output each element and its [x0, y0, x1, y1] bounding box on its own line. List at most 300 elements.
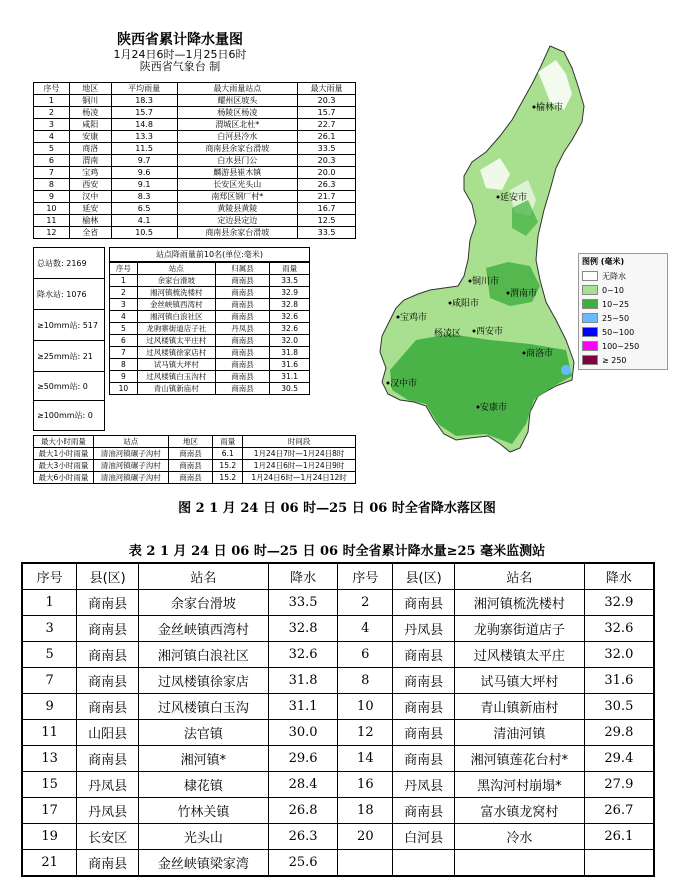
table-cell: 竹林关镇 [139, 798, 269, 824]
table-cell: 光头山 [139, 824, 269, 850]
max-hourly-table [33, 435, 356, 484]
stations-ge25-table [21, 562, 655, 877]
table-cell: 商南县 [168, 472, 213, 484]
table-cell: 县(区) [393, 563, 455, 590]
table-cell: 商南县 [393, 746, 455, 772]
legend-swatch [582, 327, 598, 337]
table-cell: 商南县余家台滑坡 [177, 227, 298, 239]
table-cell: 金丝峡镇梁家湾 [139, 850, 269, 877]
table-cell: 龙驹寨街道店子 [455, 616, 585, 642]
legend-swatch [582, 313, 598, 323]
table-cell: 2 [34, 107, 70, 119]
table-cell: 耀州区坡头 [177, 95, 298, 107]
table-row [22, 772, 654, 798]
table-cell: 冷水 [455, 824, 585, 850]
table-cell: 17 [22, 798, 77, 824]
table-cell: 白水县门公 [177, 155, 298, 167]
table-cell: 商南县 [77, 590, 139, 616]
table-cell: 商南县 [77, 746, 139, 772]
legend-label: 10~25 [602, 299, 630, 309]
table-cell: 3 [34, 119, 70, 131]
legend-item [582, 283, 664, 297]
table-cell: 6 [110, 335, 138, 347]
legend-item [582, 269, 664, 283]
legend-title: 图例 (毫米) [582, 257, 625, 266]
table-cell: 商南县 [215, 347, 270, 359]
table-row [110, 299, 310, 311]
table-cell: 7 [34, 167, 70, 179]
legend-label: 25~50 [602, 313, 630, 323]
table-cell: 湘河镇莲花台村* [455, 746, 585, 772]
table-cell: 33.5 [298, 143, 356, 155]
table-row [34, 155, 356, 167]
table-cell: 9.1 [111, 179, 177, 191]
ge10-stations: ≥10mm站: 517 [34, 310, 104, 341]
table-cell: 商南县 [77, 668, 139, 694]
table-cell: 商南县 [393, 590, 455, 616]
table-cell: 9 [22, 694, 77, 720]
table-cell: 30.0 [268, 720, 338, 746]
table-row [110, 371, 310, 383]
table-cell: 27.9 [584, 772, 654, 798]
label-yangling: 杨凌区 [434, 329, 462, 339]
table-cell: 32.0 [584, 642, 654, 668]
table-cell: 32.6 [584, 616, 654, 642]
table-cell: 青山镇新庙村 [137, 383, 215, 395]
table-cell: 9.6 [111, 167, 177, 179]
table-cell: 过风楼镇白玉沟 [139, 694, 269, 720]
legend-label: 0~10 [602, 285, 624, 295]
table-cell [584, 850, 654, 877]
table-row [22, 720, 654, 746]
table-cell: 商南县 [393, 798, 455, 824]
table-cell: 20.0 [298, 167, 356, 179]
table-cell: 余家台滑坡 [139, 590, 269, 616]
table-row [34, 191, 356, 203]
map-title: 陕西省累计降水量图 [117, 32, 243, 48]
table-cell: 32.6 [268, 642, 338, 668]
table-cell: 1 [22, 590, 77, 616]
table-cell: 咸阳 [69, 119, 111, 131]
table-cell: 降水 [268, 563, 338, 590]
table-cell: 试马镇大坪村 [455, 668, 585, 694]
table-cell: 3 [22, 616, 77, 642]
table-cell: 序号 [338, 563, 393, 590]
table-cell: 地区 [69, 83, 111, 95]
table-cell: 铜川 [69, 95, 111, 107]
label-ankang: 安康市 [480, 403, 508, 413]
table-cell: 杨陵区杨凌 [177, 107, 298, 119]
table-cell: 18 [338, 798, 393, 824]
table-cell: 长安区光头山 [177, 179, 298, 191]
table-row [34, 448, 356, 460]
legend-item [582, 311, 664, 325]
table-row [110, 275, 310, 287]
table-cell: 26.3 [298, 179, 356, 191]
table-cell: 21 [22, 850, 77, 877]
table-cell: 商南县 [215, 371, 270, 383]
table-cell: 汉中 [69, 191, 111, 203]
table-cell: 最大雨量站点 [177, 83, 298, 95]
table-cell: 县(区) [77, 563, 139, 590]
table-cell: 15.2 [213, 460, 243, 472]
table-cell [455, 850, 585, 877]
table-cell: 长安区 [77, 824, 139, 850]
table-cell: 试马镇大坪村 [137, 359, 215, 371]
legend-label: 无降水 [602, 271, 626, 281]
table-cell: 5 [110, 323, 138, 335]
table-cell: 20 [338, 824, 393, 850]
table-cell: 商南县 [77, 616, 139, 642]
station-stats [33, 247, 105, 431]
table-cell: 8 [110, 359, 138, 371]
table-row [34, 215, 356, 227]
table-cell: 26.1 [298, 131, 356, 143]
table-cell: 33.5 [298, 227, 356, 239]
table-cell: 湘河镇梳洗楼村 [455, 590, 585, 616]
table-row [34, 472, 356, 484]
table-cell: 富水镇龙窝村 [455, 798, 585, 824]
table-cell: 地区 [168, 436, 213, 448]
table-header-row [34, 436, 356, 448]
table-cell: 1 [34, 95, 70, 107]
table-row [34, 203, 356, 215]
legend-swatch [582, 299, 598, 309]
label-xianyang: 咸阳市 [452, 299, 480, 309]
total-stations: 总站数: 2169 [34, 248, 104, 279]
table-cell: 商南县 [393, 642, 455, 668]
table-row [34, 179, 356, 191]
table-cell: 白河县 [393, 824, 455, 850]
table-cell: 最大3小时雨量 [34, 460, 94, 472]
table-cell: 20.3 [298, 155, 356, 167]
table-cell: 过风楼镇太平庄村 [137, 335, 215, 347]
table-cell: 15 [22, 772, 77, 798]
table-cell: 过凤楼镇徐家店 [139, 668, 269, 694]
table-cell: 序号 [110, 263, 138, 275]
legend-item [582, 339, 664, 353]
table-row [22, 746, 654, 772]
table-cell: 丹凤县 [393, 616, 455, 642]
table-cell: 渭城区北杜* [177, 119, 298, 131]
table-cell: 6.1 [213, 448, 243, 460]
map-legend [578, 253, 668, 370]
table-cell: 20.3 [298, 95, 356, 107]
table-row [34, 143, 356, 155]
table-caption: 表 2 1 月 24 日 06 时—25 日 06 时全省累计降水量≥25 毫米监测站 [128, 544, 546, 559]
table-cell: 归属县 [215, 263, 270, 275]
table-cell: 丹凤县 [77, 772, 139, 798]
table-row [22, 642, 654, 668]
legend-item [582, 325, 664, 339]
label-yanan: 延安市 [500, 193, 528, 203]
table-row [34, 167, 356, 179]
table-cell: 商南县 [77, 694, 139, 720]
figure-caption: 图 2 1 月 24 日 06 时—25 日 06 时全省降水落区图 [178, 501, 496, 516]
table-cell: 商南县 [215, 359, 270, 371]
table-cell: 22.7 [298, 119, 356, 131]
table-cell: 站点 [93, 436, 168, 448]
legend-swatch [582, 285, 598, 295]
table-cell: 6.5 [111, 203, 177, 215]
table-cell: 11 [22, 720, 77, 746]
table-cell: 8 [338, 668, 393, 694]
table-cell: 商南县 [215, 287, 270, 299]
label-xian: 西安市 [476, 327, 504, 337]
legend-swatch [582, 341, 598, 351]
table-cell: 15.7 [298, 107, 356, 119]
table-header-row [110, 263, 310, 275]
table-cell: 过风楼镇白玉沟村 [137, 371, 215, 383]
table-cell: 9 [110, 371, 138, 383]
table-cell: 1月24日6时—1月24日12时 [243, 472, 356, 484]
table-cell: 法官镇 [139, 720, 269, 746]
table-cell: 丹凤县 [393, 772, 455, 798]
table-cell: 过风楼镇徐家店村 [137, 347, 215, 359]
table-cell: 商南县 [393, 720, 455, 746]
top10-table-wrap [109, 247, 310, 395]
table-cell: 站名 [139, 563, 269, 590]
25-50-spot [561, 365, 571, 375]
table-cell: 1 [110, 275, 138, 287]
table-cell: 30.5 [584, 694, 654, 720]
table-cell: 安康 [69, 131, 111, 143]
table-cell: 2 [338, 590, 393, 616]
table-cell: 站点 [137, 263, 215, 275]
table-cell: 11 [34, 215, 70, 227]
table-cell: 南郑区钢厂村* [177, 191, 298, 203]
table-cell: 4.1 [111, 215, 177, 227]
table-cell: 32.6 [270, 311, 310, 323]
table-cell: 31.1 [268, 694, 338, 720]
table-cell: 余家台滑坡 [137, 275, 215, 287]
table-cell: 金丝峡镇西湾村 [137, 299, 215, 311]
table-cell: 29.4 [584, 746, 654, 772]
table-cell: 4 [110, 311, 138, 323]
table-cell: 6 [34, 155, 70, 167]
table-cell: 32.0 [270, 335, 310, 347]
table-cell: 降水 [584, 563, 654, 590]
table-cell: 湘河镇白浪社区 [137, 311, 215, 323]
table-cell: 商南县 [215, 335, 270, 347]
table-cell [338, 850, 393, 877]
table-cell: 12 [338, 720, 393, 746]
table-cell: 最大小时雨量 [34, 436, 94, 448]
table-cell: 2 [110, 287, 138, 299]
table-cell: 18.3 [111, 95, 177, 107]
table-cell: 8.3 [111, 191, 177, 203]
table-cell: 26.3 [268, 824, 338, 850]
table-row [110, 359, 310, 371]
table-cell: 28.4 [268, 772, 338, 798]
map-period: 1月24日6时—1月25日6时 [113, 48, 247, 61]
table-row [22, 590, 654, 616]
table-cell: 麟游县崔木镇 [177, 167, 298, 179]
table-cell: 最大1小时雨量 [34, 448, 94, 460]
label-yulin: 榆林市 [536, 103, 564, 113]
table-cell: 时间段 [243, 436, 356, 448]
table-row [110, 347, 310, 359]
table-row [34, 119, 356, 131]
table-cell: 商洛 [69, 143, 111, 155]
table-cell: 6 [338, 642, 393, 668]
table-cell: 清油河镇 [455, 720, 585, 746]
table-cell: 宝鸡 [69, 167, 111, 179]
table-cell: 31.6 [270, 359, 310, 371]
regional-average-table [33, 82, 356, 239]
table-cell: 商南县 [215, 275, 270, 287]
legend-swatch [582, 355, 598, 365]
table-cell: 9.7 [111, 155, 177, 167]
table-cell: 33.5 [270, 275, 310, 287]
table-cell: 4 [34, 131, 70, 143]
table-cell: 商南县 [215, 299, 270, 311]
table-cell: 全省 [69, 227, 111, 239]
table-cell: 定边县定边 [177, 215, 298, 227]
table-cell: 湘河镇* [139, 746, 269, 772]
table-header-row [34, 83, 356, 95]
table-cell: 31.8 [268, 668, 338, 694]
table-cell: 清油河镇碾子沟村 [93, 460, 168, 472]
table-cell: 商南县 [77, 850, 139, 877]
legend-item [582, 297, 664, 311]
table-cell: 金丝峡镇西湾村 [139, 616, 269, 642]
table-cell: 湘河镇白浪社区 [139, 642, 269, 668]
table-cell: 31.6 [584, 668, 654, 694]
table-cell: 16 [338, 772, 393, 798]
table-cell: 19 [22, 824, 77, 850]
table-cell: 5 [22, 642, 77, 668]
top10-title: 站点降雨量前10名(单位:毫米) [109, 247, 310, 262]
table-cell: 10.5 [111, 227, 177, 239]
table-row [34, 95, 356, 107]
table-cell: 丹凤县 [215, 323, 270, 335]
ge25-stations: ≥25mm站: 21 [34, 341, 104, 372]
table-cell: 延安 [69, 203, 111, 215]
table-cell: 13 [22, 746, 77, 772]
table-cell: 31.8 [270, 347, 310, 359]
table-cell: 7 [110, 347, 138, 359]
table-cell: 商南县 [393, 668, 455, 694]
table-cell: 商南县 [168, 448, 213, 460]
table-cell: 站名 [455, 563, 585, 590]
label-hanzhong: 汉中市 [390, 379, 418, 389]
table-cell: 16.7 [298, 203, 356, 215]
table-cell: 10 [34, 203, 70, 215]
table-cell: 12.5 [298, 215, 356, 227]
table-cell: 湘河镇梳洗楼村 [137, 287, 215, 299]
table-cell [393, 850, 455, 877]
table-cell: 青山镇新庙村 [455, 694, 585, 720]
table-row [34, 227, 356, 239]
table-cell: 26.7 [584, 798, 654, 824]
table-cell: 最大雨量 [298, 83, 356, 95]
table-row [22, 850, 654, 877]
table-cell: 过风楼镇太平庄 [455, 642, 585, 668]
table-row [34, 131, 356, 143]
table-row [22, 694, 654, 720]
table-cell: 商南县 [215, 383, 270, 395]
legend-label: ≥ 250 [602, 355, 627, 365]
label-baoji: 宝鸡市 [400, 313, 428, 323]
table-cell: 山阳县 [77, 720, 139, 746]
table-cell: 9 [34, 191, 70, 203]
top10-table [109, 262, 310, 395]
table-cell: 雨量 [270, 263, 310, 275]
table-cell: 最大6小时雨量 [34, 472, 94, 484]
rain-stations: 降水站: 1076 [34, 279, 104, 310]
ge100-stations: ≥100mm站: 0 [37, 411, 93, 420]
table-cell: 14.8 [111, 119, 177, 131]
label-tongchuan: 铜川市 [472, 277, 500, 287]
table-cell: 丹凤县 [77, 798, 139, 824]
table-cell: 32.8 [268, 616, 338, 642]
table-cell: 黑沟河村崩塌* [455, 772, 585, 798]
table-cell: 26.1 [584, 824, 654, 850]
table-cell: 商南县 [168, 460, 213, 472]
table-cell: 1月24日6时—1月24日9时 [243, 460, 356, 472]
table-cell: 21.7 [298, 191, 356, 203]
table-cell: 8 [34, 179, 70, 191]
table-cell: 25.6 [268, 850, 338, 877]
table-cell: 3 [110, 299, 138, 311]
table-row [22, 824, 654, 850]
table-cell: 7 [22, 668, 77, 694]
table-cell: 序号 [34, 83, 70, 95]
table-row [34, 107, 356, 119]
legend-label: 100~250 [602, 341, 640, 351]
table-row [110, 287, 310, 299]
table-cell: 西安 [69, 179, 111, 191]
table-cell: 10 [338, 694, 393, 720]
table-cell: 13.3 [111, 131, 177, 143]
table-cell: 商南县 [215, 311, 270, 323]
table-cell: 1月24日7时—1月24日8时 [243, 448, 356, 460]
table-cell: 渭南 [69, 155, 111, 167]
table-cell: 清油河镇碾子沟村 [93, 448, 168, 460]
table-cell: 30.5 [270, 383, 310, 395]
table-cell: 10 [110, 383, 138, 395]
table-row [34, 460, 356, 472]
table-cell: 序号 [22, 563, 77, 590]
table-row [22, 798, 654, 824]
table-cell: 29.6 [268, 746, 338, 772]
table-row [110, 323, 310, 335]
legend-item [582, 353, 664, 367]
table-cell: 32.6 [270, 323, 310, 335]
table-cell: 32.8 [270, 299, 310, 311]
table-cell: 12 [34, 227, 70, 239]
table-cell: 29.8 [584, 720, 654, 746]
table-cell: 黄陵县黄陵 [177, 203, 298, 215]
table-row [110, 335, 310, 347]
table-cell: 32.9 [270, 287, 310, 299]
legend-swatch [582, 271, 598, 281]
table-cell: 5 [34, 143, 70, 155]
table-cell: 雨量 [213, 436, 243, 448]
table-cell: 杨凌 [69, 107, 111, 119]
table-row [110, 383, 310, 395]
table-cell: 龙驹寨街道店子社 [137, 323, 215, 335]
table-cell: 15.2 [213, 472, 243, 484]
table-cell: 榆林 [69, 215, 111, 227]
table-cell: 商南县 [77, 642, 139, 668]
map-org: 陕西省气象台 制 [139, 60, 221, 73]
legend-label: 50~100 [602, 327, 635, 337]
table-cell: 商南县 [393, 694, 455, 720]
table-row [22, 616, 654, 642]
table-row [22, 668, 654, 694]
